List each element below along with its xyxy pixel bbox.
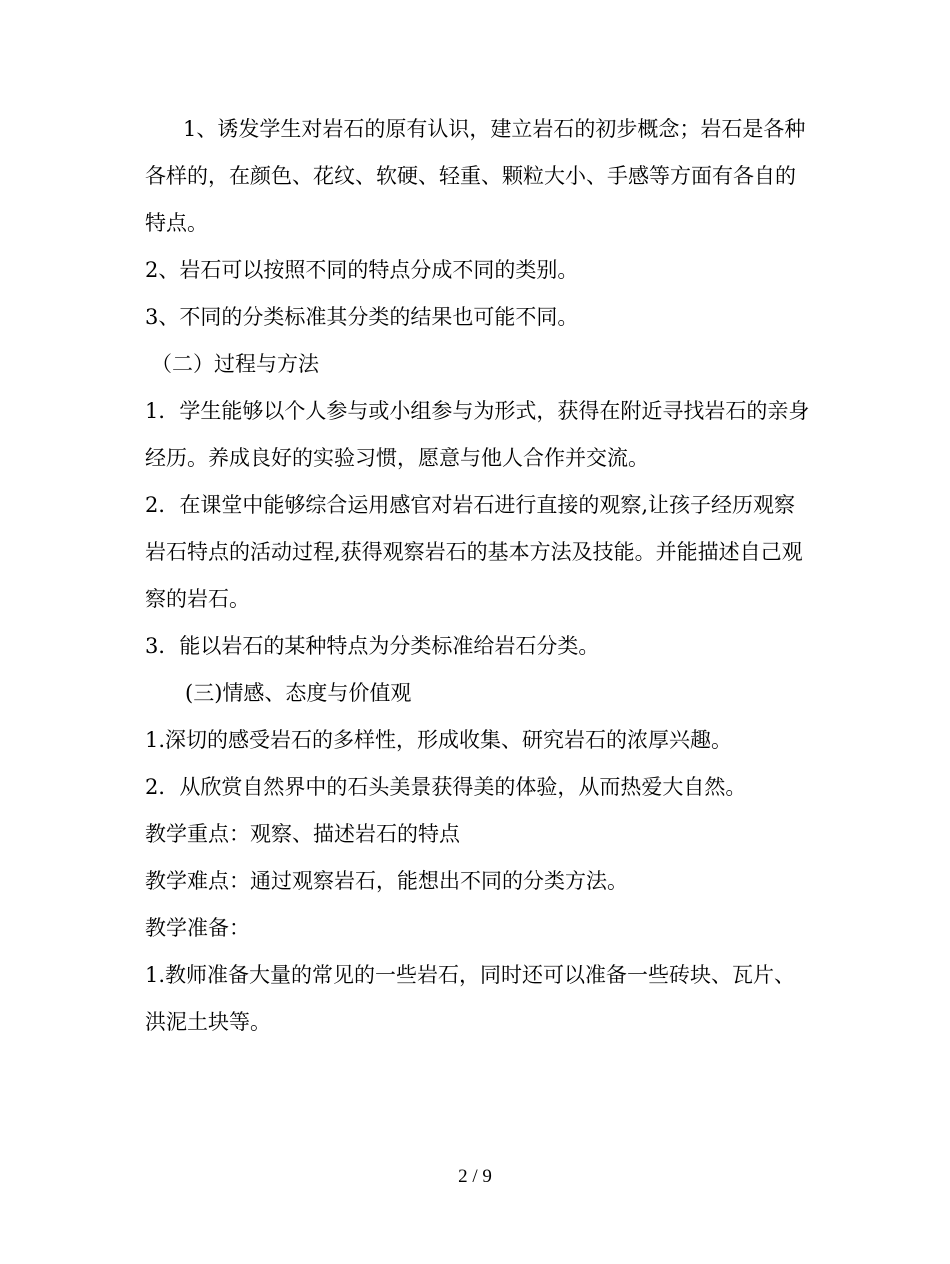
teaching-focus: 教学重点：观察、描述岩石的特点 xyxy=(145,822,460,846)
document-body xyxy=(145,106,810,1046)
preparation-paragraph-1: 1.教师准备大量的常见的一些岩石，同时还可以准备一些砖块、瓦片、洪泥土块等。 xyxy=(145,963,796,1034)
attitude-paragraph-2: 2．从欣赏自然界中的石头美景获得美的体验，从而热爱大自然。 xyxy=(145,775,747,799)
process-paragraph-2: 2．在课堂中能够综合运用感官对岩石进行直接的观察,让孩子经历观察岩石特点的活动过程,获得观察岩石的基本方法及技能。并能描述自己观察的岩石。 xyxy=(145,493,803,611)
objective-paragraph-3: 3、不同的分类标准其分类的结果也可能不同。 xyxy=(145,305,579,329)
attitude-paragraph-1: 1.深切的感受岩石的多样性，形成收集、研究岩石的浓厚兴趣。 xyxy=(145,728,733,752)
section-heading-process: （二）过程与方法 xyxy=(151,352,319,376)
page-number: 2 / 9 xyxy=(458,1166,492,1187)
objective-paragraph-2: 2、岩石可以按照不同的特点分成不同的类别。 xyxy=(145,258,579,282)
process-paragraph-3: 3．能以岩石的某种特点为分类标准给岩石分类。 xyxy=(145,634,600,658)
teaching-preparation-heading: 教学准备： xyxy=(145,916,250,940)
section-heading-attitude: (三)情感、态度与价值观 xyxy=(185,681,412,705)
objective-paragraph-1: 1、诱发学生对岩石的原有认识，建立岩石的初步概念；岩石是各种各样的，在颜色、花纹、软硬、轻重、颗粒大小、手感等方面有各自的特点。 xyxy=(145,117,806,235)
process-paragraph-1: 1．学生能够以个人参与或小组参与为形式，获得在附近寻找岩石的亲身经历。养成良好的实验习惯，愿意与他人合作并交流。 xyxy=(145,399,810,470)
teaching-difficulty: 教学难点：通过观察岩石，能想出不同的分类方法。 xyxy=(145,869,628,893)
